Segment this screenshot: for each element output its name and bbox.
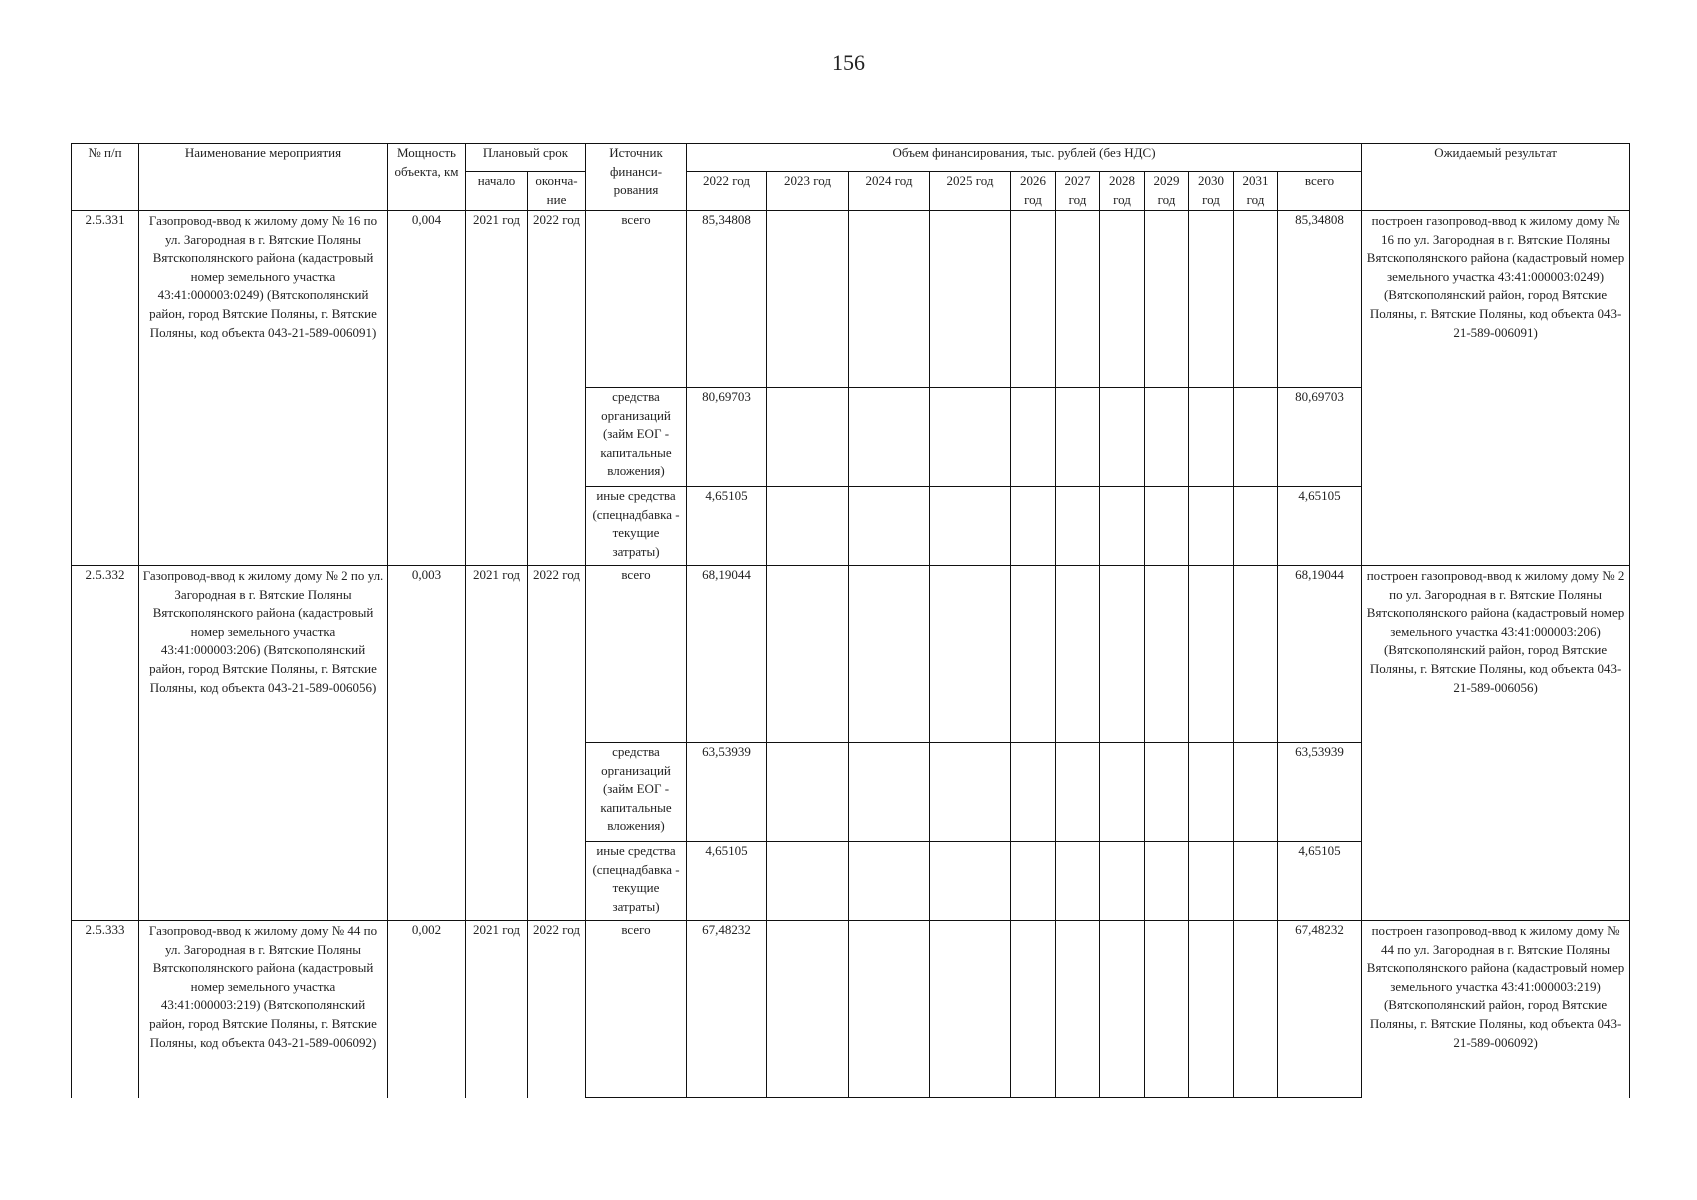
value-2022: 67,48232 (687, 921, 767, 1098)
header-year: 2024 год (849, 172, 930, 211)
header-num: № п/п (72, 144, 139, 211)
header-year: 2029 год (1145, 172, 1189, 211)
item-num: 2.5.332 (72, 566, 139, 921)
source-org: средства организаций (займ ЕОГ - капитальные вложения) (586, 388, 687, 487)
item-end: 2022 год (528, 921, 586, 1098)
header-name: Наименование мероприятия (139, 144, 388, 211)
value-2022: 63,53939 (687, 743, 767, 842)
header-year: 2030 год (1189, 172, 1234, 211)
header-total: всего (1278, 172, 1362, 211)
header-source: Источник финанси-рования (586, 144, 687, 211)
item-start: 2021 год (466, 566, 528, 921)
item-num: 2.5.331 (72, 211, 139, 566)
header-start: начало (466, 172, 528, 211)
header-year: 2027 год (1056, 172, 1100, 211)
item-start: 2021 год (466, 921, 528, 1098)
source-org: средства организаций (займ ЕОГ - капитальные вложения) (586, 743, 687, 842)
item-result: построен газопровод-ввод к жилому дому № 44 по ул. Загородная в г. Вятские Поляны Вятскополянского района (кадастровый номер земельного участка 43:41:000003:219) (Вятскополянский район, город Вятские Поляны, г. Вятские Поляны, код объекта 043-21-589-006092) (1362, 921, 1630, 1098)
header-year: 2028 год (1100, 172, 1145, 211)
value-2022: 85,34808 (687, 211, 767, 388)
source-total: всего (586, 211, 687, 388)
item-start: 2021 год (466, 211, 528, 566)
header-end: оконча-ние (528, 172, 586, 211)
value-2022: 80,69703 (687, 388, 767, 487)
item-result: построен газопровод-ввод к жилому дому № 16 по ул. Загородная в г. Вятские Поляны Вятскополянского района (кадастровый номер земельного участка 43:41:000003:0249) (Вятскополянский район, город Вятские Поляны, г. Вятские Поляны, код объекта 043-21-589-006091) (1362, 211, 1630, 566)
value-total: 80,69703 (1278, 388, 1362, 487)
value-total: 67,48232 (1278, 921, 1362, 1098)
header-year: 2026 год (1011, 172, 1056, 211)
header-funding: Объем финансирования, тыс. рублей (без НДС) (687, 144, 1362, 172)
value-total: 4,65105 (1278, 487, 1362, 566)
item-capacity: 0,002 (388, 921, 466, 1098)
table-row (72, 211, 1630, 388)
value-2022: 4,65105 (687, 842, 767, 921)
item-name: Газопровод-ввод к жилому дому № 2 по ул. Загородная в г. Вятские Поляны Вятскополянского района (кадастровый номер земельного участка 43:41:000003:206) (Вятскополянский район, город Вятские Поляны, г. Вятские Поляны, код объекта 043-21-589-006056) (139, 566, 388, 921)
value-2022: 4,65105 (687, 487, 767, 566)
table-row (72, 921, 1630, 1098)
value-total: 68,19044 (1278, 566, 1362, 743)
value-total: 85,34808 (1278, 211, 1362, 388)
source-total: всего (586, 566, 687, 743)
table-row (72, 566, 1630, 743)
header-year: 2023 год (767, 172, 849, 211)
header-result: Ожидаемый результат (1362, 144, 1630, 211)
item-capacity: 0,003 (388, 566, 466, 921)
header-row (72, 144, 1630, 172)
source-total: всего (586, 921, 687, 1098)
item-capacity: 0,004 (388, 211, 466, 566)
header-plan: Плановый срок (466, 144, 586, 172)
item-end: 2022 год (528, 566, 586, 921)
source-other: иные средства (спецнадбавка - текущие затраты) (586, 487, 687, 566)
header-year: 2022 год (687, 172, 767, 211)
header-year: 2031 год (1234, 172, 1278, 211)
source-other: иные средства (спецнадбавка - текущие затраты) (586, 842, 687, 921)
item-end: 2022 год (528, 211, 586, 566)
value-2022: 68,19044 (687, 566, 767, 743)
value-total: 4,65105 (1278, 842, 1362, 921)
item-name: Газопровод-ввод к жилому дому № 44 по ул. Загородная в г. Вятские Поляны Вятскополянского района (кадастровый номер земельного участка 43:41:000003:219) (Вятскополянский район, город Вятские Поляны, г. Вятские Поляны, код объекта 043-21-589-006092) (139, 921, 388, 1098)
header-year: 2025 год (930, 172, 1011, 211)
page-number: 156 (832, 50, 865, 75)
item-num: 2.5.333 (72, 921, 139, 1098)
item-result: построен газопровод-ввод к жилому дому № 2 по ул. Загородная в г. Вятские Поляны Вятскополянского района (кадастровый номер земельного участка 43:41:000003:206) (Вятскополянский район, город Вятские Поляны, г. Вятские Поляны, код объекта 043-21-589-006056) (1362, 566, 1630, 921)
funding-table (71, 143, 1630, 1098)
value-total: 63,53939 (1278, 743, 1362, 842)
header-capacity: Мощность объекта, км (388, 144, 466, 211)
item-name: Газопровод-ввод к жилому дому № 16 по ул. Загородная в г. Вятские Поляны Вятскополянского района (кадастровый номер земельного участка 43:41:000003:0249) (Вятскополянский район, город Вятские Поляны, г. Вятские Поляны, код объекта 043-21-589-006091) (139, 211, 388, 566)
